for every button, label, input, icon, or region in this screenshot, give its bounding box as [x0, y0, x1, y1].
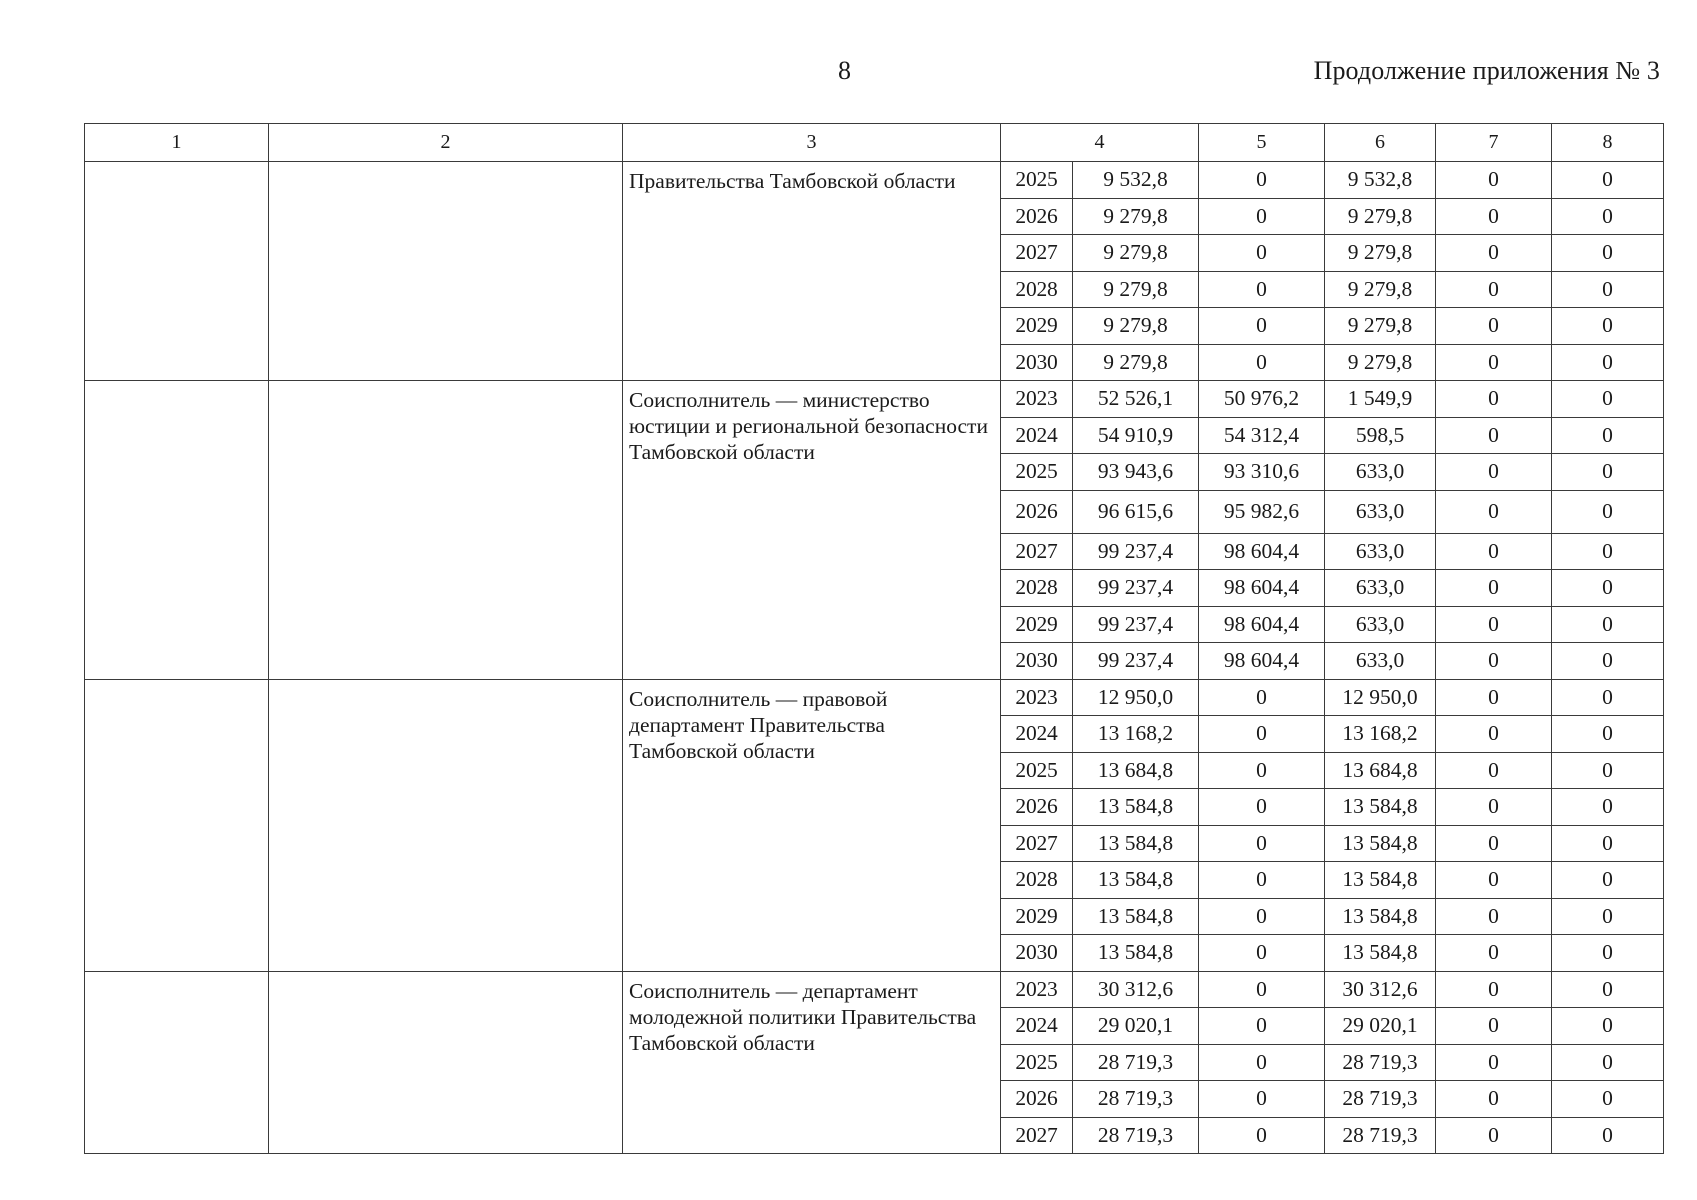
- column-header: 5: [1199, 124, 1325, 162]
- other-sources-cell: 0: [1552, 381, 1664, 418]
- column-1-cell: [85, 162, 269, 381]
- local-budget-cell: 0: [1436, 971, 1552, 1008]
- federal-budget-cell: 0: [1199, 862, 1325, 899]
- year-cell: 2027: [1001, 235, 1073, 272]
- local-budget-cell: 0: [1436, 570, 1552, 607]
- total-cell: 9 279,8: [1073, 235, 1199, 272]
- column-1-cell: [85, 971, 269, 1154]
- total-cell: 9 279,8: [1073, 344, 1199, 381]
- other-sources-cell: 0: [1552, 1008, 1664, 1045]
- column-1-cell: [85, 381, 269, 680]
- federal-budget-cell: 98 604,4: [1199, 570, 1325, 607]
- regional-budget-cell: 13 584,8: [1325, 789, 1436, 826]
- column-header: 6: [1325, 124, 1436, 162]
- table-body: [85, 162, 1664, 1154]
- local-budget-cell: 0: [1436, 716, 1552, 753]
- other-sources-cell: 0: [1552, 162, 1664, 199]
- year-cell: 2023: [1001, 381, 1073, 418]
- other-sources-cell: 0: [1552, 862, 1664, 899]
- table-row: [85, 971, 1664, 1008]
- local-budget-cell: 0: [1436, 862, 1552, 899]
- table-row: [85, 162, 1664, 199]
- other-sources-cell: 0: [1552, 935, 1664, 972]
- federal-budget-cell: 0: [1199, 198, 1325, 235]
- local-budget-cell: 0: [1436, 271, 1552, 308]
- federal-budget-cell: 95 982,6: [1199, 490, 1325, 533]
- year-cell: 2029: [1001, 308, 1073, 345]
- local-budget-cell: 0: [1436, 490, 1552, 533]
- year-cell: 2030: [1001, 344, 1073, 381]
- other-sources-cell: 0: [1552, 606, 1664, 643]
- regional-budget-cell: 28 719,3: [1325, 1117, 1436, 1154]
- total-cell: 99 237,4: [1073, 606, 1199, 643]
- local-budget-cell: 0: [1436, 825, 1552, 862]
- other-sources-cell: 0: [1552, 971, 1664, 1008]
- year-cell: 2028: [1001, 862, 1073, 899]
- federal-budget-cell: 0: [1199, 679, 1325, 716]
- total-cell: 13 584,8: [1073, 935, 1199, 972]
- column-number-header-row: [85, 124, 1664, 162]
- federal-budget-cell: 0: [1199, 752, 1325, 789]
- local-budget-cell: 0: [1436, 1044, 1552, 1081]
- other-sources-cell: 0: [1552, 716, 1664, 753]
- year-cell: 2030: [1001, 643, 1073, 680]
- other-sources-cell: 0: [1552, 898, 1664, 935]
- local-budget-cell: 0: [1436, 606, 1552, 643]
- local-budget-cell: 0: [1436, 898, 1552, 935]
- regional-budget-cell: 13 168,2: [1325, 716, 1436, 753]
- regional-budget-cell: 12 950,0: [1325, 679, 1436, 716]
- year-cell: 2026: [1001, 1081, 1073, 1118]
- local-budget-cell: 0: [1436, 381, 1552, 418]
- other-sources-cell: 0: [1552, 570, 1664, 607]
- federal-budget-cell: 0: [1199, 789, 1325, 826]
- column-header: 4: [1001, 124, 1199, 162]
- year-cell: 2023: [1001, 679, 1073, 716]
- other-sources-cell: 0: [1552, 308, 1664, 345]
- year-cell: 2028: [1001, 271, 1073, 308]
- regional-budget-cell: 633,0: [1325, 606, 1436, 643]
- federal-budget-cell: 0: [1199, 271, 1325, 308]
- total-cell: 13 584,8: [1073, 862, 1199, 899]
- other-sources-cell: 0: [1552, 271, 1664, 308]
- total-cell: 99 237,4: [1073, 643, 1199, 680]
- regional-budget-cell: 9 279,8: [1325, 344, 1436, 381]
- regional-budget-cell: 633,0: [1325, 533, 1436, 570]
- other-sources-cell: 0: [1552, 643, 1664, 680]
- other-sources-cell: 0: [1552, 1044, 1664, 1081]
- regional-budget-cell: 9 279,8: [1325, 235, 1436, 272]
- regional-budget-cell: 13 584,8: [1325, 862, 1436, 899]
- total-cell: 93 943,6: [1073, 454, 1199, 491]
- federal-budget-cell: 0: [1199, 971, 1325, 1008]
- appendix-continuation-caption: Продолжение приложения № 3: [1313, 56, 1660, 85]
- total-cell: 13 584,8: [1073, 898, 1199, 935]
- total-cell: 13 584,8: [1073, 789, 1199, 826]
- local-budget-cell: 0: [1436, 162, 1552, 199]
- total-cell: 96 615,6: [1073, 490, 1199, 533]
- total-cell: 13 684,8: [1073, 752, 1199, 789]
- other-sources-cell: 0: [1552, 417, 1664, 454]
- other-sources-cell: 0: [1552, 1117, 1664, 1154]
- federal-budget-cell: 0: [1199, 1044, 1325, 1081]
- other-sources-cell: 0: [1552, 235, 1664, 272]
- other-sources-cell: 0: [1552, 490, 1664, 533]
- year-cell: 2029: [1001, 898, 1073, 935]
- federal-budget-cell: 0: [1199, 1008, 1325, 1045]
- other-sources-cell: 0: [1552, 752, 1664, 789]
- total-cell: 13 584,8: [1073, 825, 1199, 862]
- local-budget-cell: 0: [1436, 308, 1552, 345]
- column-1-cell: [85, 679, 269, 971]
- executor-cell: Соисполнитель — департамент молодежной политики Правительства Тамбовской области: [623, 971, 1001, 1154]
- total-cell: 9 279,8: [1073, 308, 1199, 345]
- regional-budget-cell: 13 584,8: [1325, 935, 1436, 972]
- federal-budget-cell: 0: [1199, 344, 1325, 381]
- year-cell: 2024: [1001, 1008, 1073, 1045]
- federal-budget-cell: 0: [1199, 898, 1325, 935]
- column-header: 2: [269, 124, 623, 162]
- total-cell: 28 719,3: [1073, 1081, 1199, 1118]
- column-2-cell: [269, 679, 623, 971]
- column-2-cell: [269, 971, 623, 1154]
- year-cell: 2025: [1001, 752, 1073, 789]
- year-cell: 2030: [1001, 935, 1073, 972]
- other-sources-cell: 0: [1552, 454, 1664, 491]
- regional-budget-cell: 598,5: [1325, 417, 1436, 454]
- federal-budget-cell: 0: [1199, 1117, 1325, 1154]
- local-budget-cell: 0: [1436, 1081, 1552, 1118]
- regional-budget-cell: 28 719,3: [1325, 1044, 1436, 1081]
- year-cell: 2028: [1001, 570, 1073, 607]
- local-budget-cell: 0: [1436, 417, 1552, 454]
- total-cell: 29 020,1: [1073, 1008, 1199, 1045]
- federal-budget-cell: 98 604,4: [1199, 533, 1325, 570]
- regional-budget-cell: 633,0: [1325, 490, 1436, 533]
- local-budget-cell: 0: [1436, 235, 1552, 272]
- column-2-cell: [269, 381, 623, 680]
- page-number: 8: [838, 56, 851, 85]
- federal-budget-cell: 0: [1199, 716, 1325, 753]
- regional-budget-cell: 1 549,9: [1325, 381, 1436, 418]
- local-budget-cell: 0: [1436, 1008, 1552, 1045]
- executor-cell: Правительства Тамбовской области: [623, 162, 1001, 381]
- year-cell: 2024: [1001, 417, 1073, 454]
- total-cell: 9 532,8: [1073, 162, 1199, 199]
- year-cell: 2029: [1001, 606, 1073, 643]
- total-cell: 54 910,9: [1073, 417, 1199, 454]
- total-cell: 30 312,6: [1073, 971, 1199, 1008]
- year-cell: 2023: [1001, 971, 1073, 1008]
- column-header: 3: [623, 124, 1001, 162]
- table-row: [85, 679, 1664, 716]
- table-row: [85, 381, 1664, 418]
- regional-budget-cell: 13 684,8: [1325, 752, 1436, 789]
- regional-budget-cell: 9 279,8: [1325, 308, 1436, 345]
- year-cell: 2027: [1001, 825, 1073, 862]
- other-sources-cell: 0: [1552, 825, 1664, 862]
- total-cell: 99 237,4: [1073, 533, 1199, 570]
- local-budget-cell: 0: [1436, 643, 1552, 680]
- federal-budget-cell: 0: [1199, 235, 1325, 272]
- other-sources-cell: 0: [1552, 344, 1664, 381]
- executor-cell: Соисполнитель — правовой департамент Правительства Тамбовской области: [623, 679, 1001, 971]
- other-sources-cell: 0: [1552, 1081, 1664, 1118]
- column-2-cell: [269, 162, 623, 381]
- year-cell: 2026: [1001, 490, 1073, 533]
- federal-budget-cell: 50 976,2: [1199, 381, 1325, 418]
- regional-budget-cell: 9 279,8: [1325, 271, 1436, 308]
- federal-budget-cell: 0: [1199, 1081, 1325, 1118]
- other-sources-cell: 0: [1552, 679, 1664, 716]
- regional-budget-cell: 9 532,8: [1325, 162, 1436, 199]
- local-budget-cell: 0: [1436, 752, 1552, 789]
- year-cell: 2027: [1001, 533, 1073, 570]
- total-cell: 28 719,3: [1073, 1117, 1199, 1154]
- local-budget-cell: 0: [1436, 344, 1552, 381]
- other-sources-cell: 0: [1552, 789, 1664, 826]
- year-cell: 2027: [1001, 1117, 1073, 1154]
- local-budget-cell: 0: [1436, 1117, 1552, 1154]
- regional-budget-cell: 633,0: [1325, 570, 1436, 607]
- total-cell: 9 279,8: [1073, 198, 1199, 235]
- funding-table: [84, 123, 1664, 1154]
- executor-cell: Соисполнитель — министерство юстиции и региональной безопасности Тамбовской области: [623, 381, 1001, 680]
- local-budget-cell: 0: [1436, 935, 1552, 972]
- total-cell: 12 950,0: [1073, 679, 1199, 716]
- federal-budget-cell: 98 604,4: [1199, 643, 1325, 680]
- regional-budget-cell: 29 020,1: [1325, 1008, 1436, 1045]
- local-budget-cell: 0: [1436, 454, 1552, 491]
- regional-budget-cell: 28 719,3: [1325, 1081, 1436, 1118]
- federal-budget-cell: 98 604,4: [1199, 606, 1325, 643]
- total-cell: 99 237,4: [1073, 570, 1199, 607]
- year-cell: 2026: [1001, 198, 1073, 235]
- other-sources-cell: 0: [1552, 198, 1664, 235]
- federal-budget-cell: 0: [1199, 162, 1325, 199]
- total-cell: 52 526,1: [1073, 381, 1199, 418]
- column-header: 1: [85, 124, 269, 162]
- regional-budget-cell: 633,0: [1325, 643, 1436, 680]
- year-cell: 2026: [1001, 789, 1073, 826]
- federal-budget-cell: 0: [1199, 308, 1325, 345]
- local-budget-cell: 0: [1436, 533, 1552, 570]
- federal-budget-cell: 54 312,4: [1199, 417, 1325, 454]
- regional-budget-cell: 13 584,8: [1325, 898, 1436, 935]
- federal-budget-cell: 0: [1199, 935, 1325, 972]
- federal-budget-cell: 93 310,6: [1199, 454, 1325, 491]
- year-cell: 2024: [1001, 716, 1073, 753]
- other-sources-cell: 0: [1552, 533, 1664, 570]
- local-budget-cell: 0: [1436, 679, 1552, 716]
- local-budget-cell: 0: [1436, 198, 1552, 235]
- local-budget-cell: 0: [1436, 789, 1552, 826]
- total-cell: 28 719,3: [1073, 1044, 1199, 1081]
- year-cell: 2025: [1001, 162, 1073, 199]
- column-header: 7: [1436, 124, 1552, 162]
- regional-budget-cell: 9 279,8: [1325, 198, 1436, 235]
- federal-budget-cell: 0: [1199, 825, 1325, 862]
- column-header: 8: [1552, 124, 1664, 162]
- regional-budget-cell: 30 312,6: [1325, 971, 1436, 1008]
- regional-budget-cell: 13 584,8: [1325, 825, 1436, 862]
- year-cell: 2025: [1001, 1044, 1073, 1081]
- regional-budget-cell: 633,0: [1325, 454, 1436, 491]
- total-cell: 9 279,8: [1073, 271, 1199, 308]
- total-cell: 13 168,2: [1073, 716, 1199, 753]
- year-cell: 2025: [1001, 454, 1073, 491]
